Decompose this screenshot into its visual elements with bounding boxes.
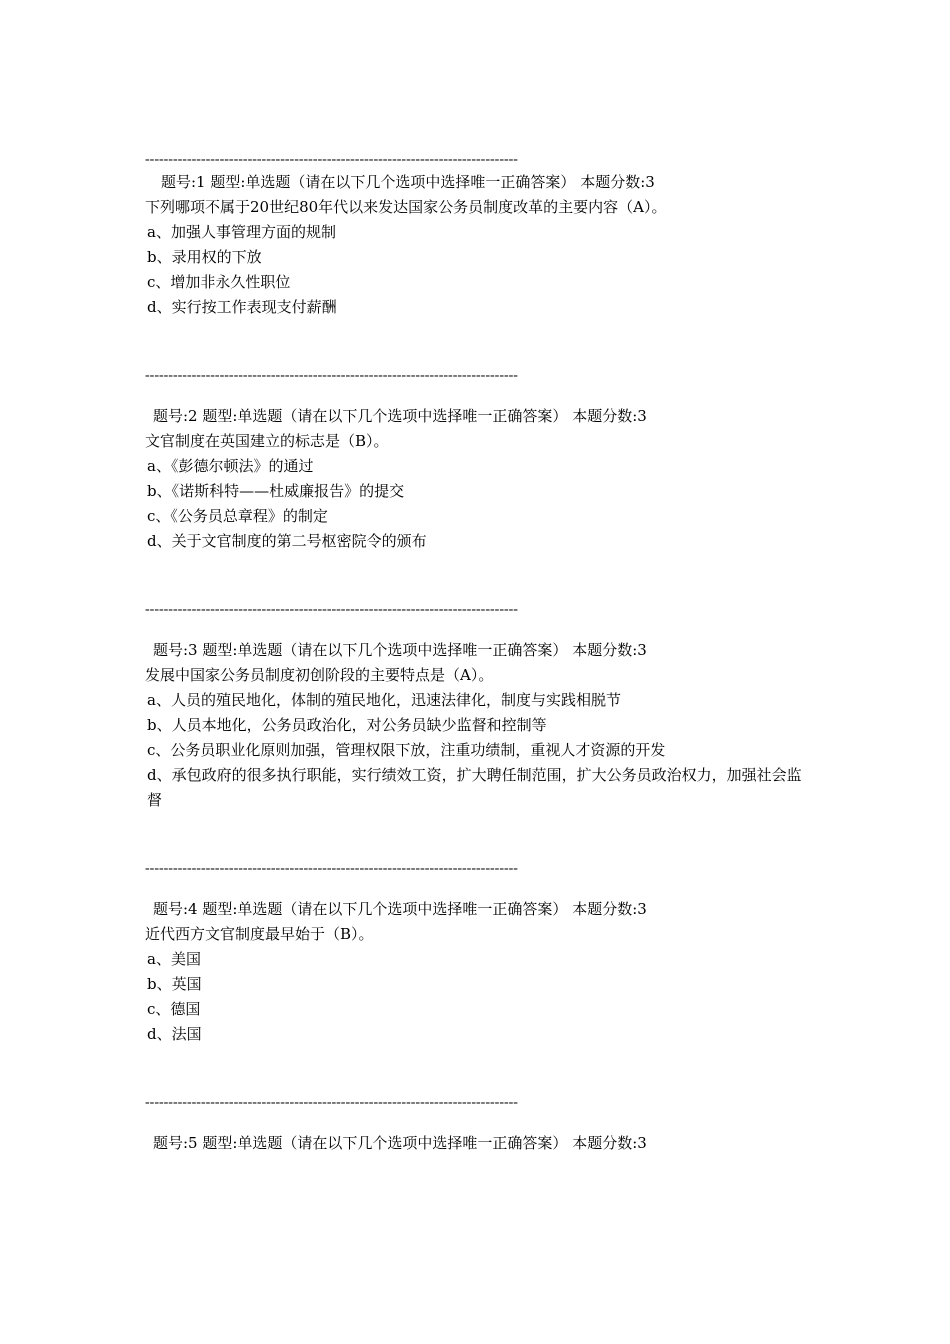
option-b: b、人员本地化，公务员政治化，对公务员缺少监督和控制等 — [147, 716, 547, 734]
option-b: b、英国 — [147, 975, 202, 993]
question-stem: 发展中国家公务员制度初创阶段的主要特点是（A）。 — [145, 666, 494, 684]
question-stem: 近代西方文官制度最早始于（B）。 — [145, 925, 374, 943]
question-header: 题号:2 题型:单选题（请在以下几个选项中选择唯一正确答案） 本题分数:3 — [153, 407, 647, 425]
question-header: 题号:3 题型:单选题（请在以下几个选项中选择唯一正确答案） 本题分数:3 — [153, 641, 647, 659]
option-d: d、法国 — [147, 1025, 202, 1043]
option-d: d、关于文官制度的第二号枢密院令的颁布 — [147, 532, 427, 550]
option-c: c、《公务员总章程》的制定 — [147, 507, 328, 525]
option-d: d、承包政府的很多执行职能，实行绩效工资，扩大聘任制范围，扩大公务员政治权力，加强社会监督 — [147, 766, 802, 809]
option-d: d、实行按工作表现支付薪酬 — [147, 298, 337, 316]
option-a: a、加强人事管理方面的规制 — [147, 223, 336, 241]
question-header: 题号:4 题型:单选题（请在以下几个选项中选择唯一正确答案） 本题分数:3 — [153, 900, 647, 918]
separator-line: -------------------------------------------------------------------------------- — [145, 1095, 518, 1110]
option-a: a、人员的殖民地化，体制的殖民地化，迅速法律化，制度与实践相脱节 — [147, 691, 621, 709]
separator-line: -------------------------------------------------------------------------------- — [145, 152, 518, 167]
question-block-5 — [145, 1093, 825, 1156]
option-b: b、录用权的下放 — [147, 248, 262, 266]
option-c: c、增加非永久性职位 — [147, 273, 291, 291]
option-a: a、《彭德尔顿法》的通过 — [147, 457, 314, 475]
separator-line: -------------------------------------------------------------------------------- — [145, 602, 518, 617]
document-page — [145, 150, 825, 1156]
separator-line: -------------------------------------------------------------------------------- — [145, 368, 518, 383]
question-header: 题号:5 题型:单选题（请在以下几个选项中选择唯一正确答案） 本题分数:3 — [153, 1134, 647, 1152]
option-b: b、《诺斯科特——杜威廉报告》的提交 — [147, 482, 405, 500]
question-stem: 下列哪项不属于20世纪80年代以来发达国家公务员制度改革的主要内容（A）。 — [145, 198, 667, 216]
question-block-3 — [145, 600, 825, 813]
question-block-2 — [145, 366, 825, 554]
separator-line: -------------------------------------------------------------------------------- — [145, 861, 518, 876]
option-a: a、美国 — [147, 950, 201, 968]
option-c: c、公务员职业化原则加强，管理权限下放，注重功绩制，重视人才资源的开发 — [147, 741, 666, 759]
question-block-1 — [145, 150, 825, 320]
question-stem: 文官制度在英国建立的标志是（B）。 — [145, 432, 389, 450]
question-header: 题号:1 题型:单选题（请在以下几个选项中选择唯一正确答案） 本题分数:3 — [161, 173, 655, 191]
question-block-4 — [145, 859, 825, 1047]
option-c: c、德国 — [147, 1000, 201, 1018]
